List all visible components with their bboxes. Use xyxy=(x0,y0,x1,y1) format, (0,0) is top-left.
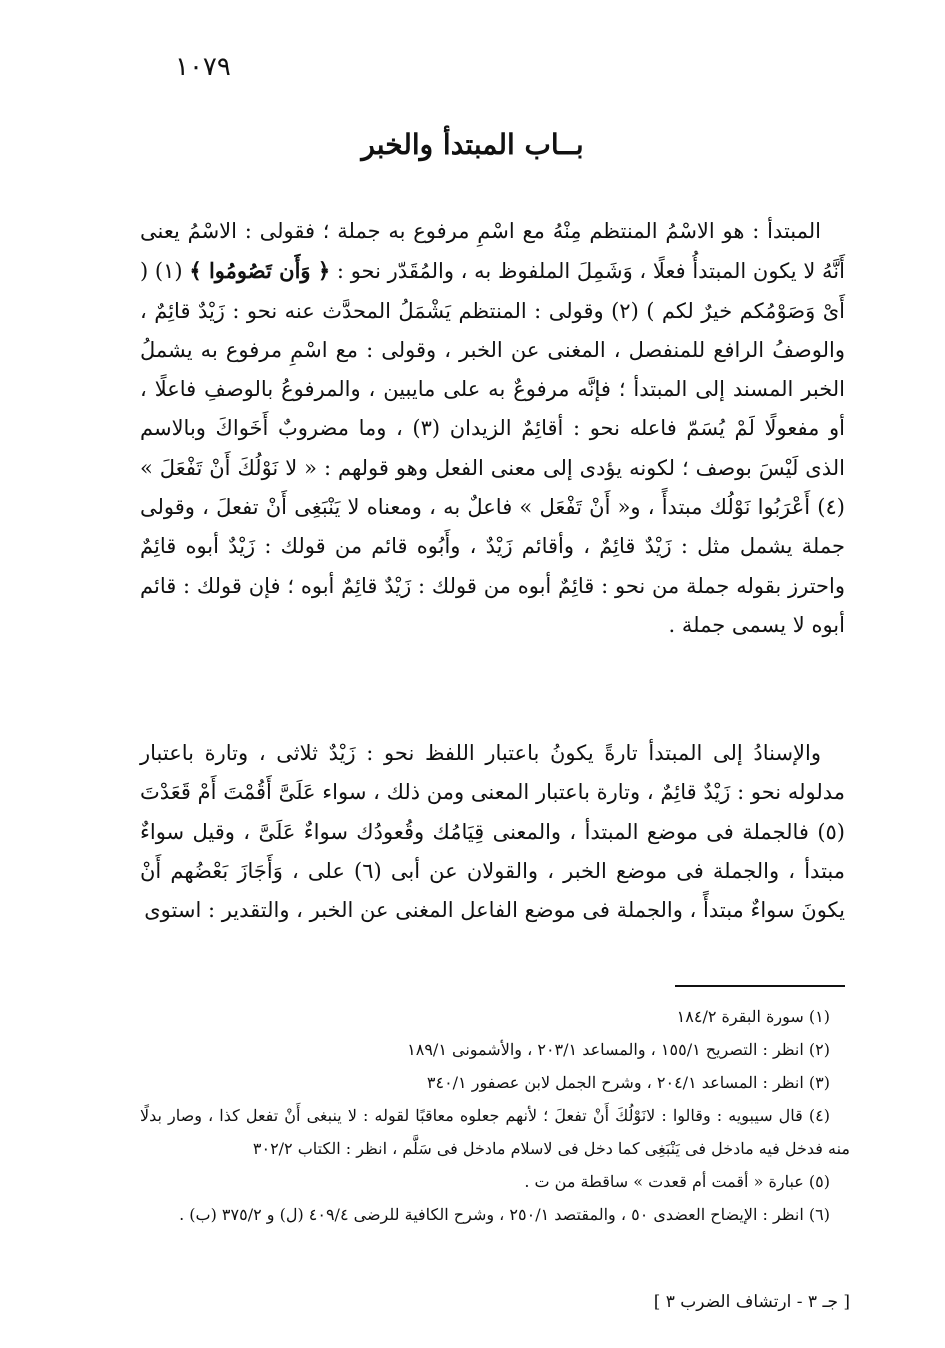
page-number: ١٠٧٩ xyxy=(175,52,231,82)
footnote-3: (٣) انظر : المساعد ٢٠٤/١ ، وشرح الجمل لابن عصفور ٣٤٠/١ xyxy=(426,1073,830,1092)
footnote-4: (٤) قال سيبويه : وقالوا : لانَوْلُكَ أَنْ تفعلَ ؛ لأنهم جعلوه معاقبًا لقوله : لا ينبغى أَنْ تفعل كذا ، وصار بدلًا منه فدخل فيه مادخل فى يَنْبَغِى كما دخل فى لاسلام مادخل فى سَلَّم ، انظر : الكتاب ٣٠٢/٢ xyxy=(140,1106,850,1158)
signature-line: [ جـ ٣ - ارتشاف الضرب ٣ ] xyxy=(653,1292,850,1312)
chapter-title: بــاب المبتدأ والخبر xyxy=(361,128,584,161)
body-paragraph-1 xyxy=(140,212,845,645)
paragraph-1-text-a: المبتدأ : هو الاسْمُ المنتظم مِنْهُ مع اسْمِ مرفوع به جملة ؛ فقولى : الاسْمُ يعنى أَنَّهُ لا يكون المبتدأُ فعلًا ، وَشَمِلَ الملفوظ به ، والمُقَدّر نحو : xyxy=(140,219,845,284)
footnote-1: (١) سورة البقرة ١٨٤/٢ xyxy=(676,1007,830,1026)
footnote-divider xyxy=(675,985,845,987)
footnote-5: (٥) عبارة « أقمت أم قعدت » ساقطة من ت . xyxy=(524,1172,830,1191)
footnote-2: (٢) انظر : التصريح ١٥٥/١ ، والمساعد ٢٠٣/١ ، والأشمونى ١٨٩/١ xyxy=(407,1040,830,1059)
paragraph-1-text-b: (١) ( أَىْ وَصَوْمُكم خيرٌ لكم ) (٢) وقولى : المنتظم يَشْمَلُ المحدَّث عنه نحو : زَيْدٌ قائِمٌ ، والوصفُ الرافع للمنفصل ، المغنى عن الخبر ، وقولى : مع اسْمِ مرفوع به يشملُ الخبر المسند إلى المبتدأ ؛ فإنَّه مرفوعٌ به على مايبين ، والمرفوعُ بالوصفِ فاعلًا ، أو مفعولًا لَمْ يُسَمّ فاعله نحو : أقائِمٌ الزيدان (٣) ، وما مضروبٌ أَخَواكَ وبالاسم الذى لَيْسَ بوصف ؛ لكونه يؤدى إلى معنى الفعل وهو قولهم : « لا نَوْلُكَ أَنْ تَفْعَلَ » (٤) أَعْرَبُوا نَوْلُك مبتدأً ، و« أَنْ تَفْعَل » فاعلٌ به ، ومعناه لا يَنْبَغِى أَنْ تفعلَ ، وقولى جملة يشمل مثل : زَيْدٌ قائِمٌ ، وأقائم زَيْدٌ ، وأَبُوه قائم من قولك : زَيْدٌ أبوه قائِمٌ واحترز بقوله جملة من نحو : قائِمٌ أبوه من قولك : زَيْدٌ قائِمٌ أبوه ؛ فإن قولك : قائم أبوه لا يسمى جملة . xyxy=(140,259,846,637)
body-paragraph-2: والإسنادُ إلى المبتدأ تارةً يكونُ باعتبار اللفظ نحو : زَيْدٌ ثلاثى ، وتارة باعتبار مدلوله نحو : زَيْدٌ قائِمٌ ، وتارة باعتبار المعنى ومن ذلك ، سواء عَلَىَّ أَقُمْتَ أَمْ قَعَدْتَ (٥) فالجملة فى موضع المبتدأ ، والمعنى قِيَامُك وقُعودُك سواءٌ عَلَىَّ ، وقيل سواءٌ مبتدأ ، والجملة فى موضع الخبر ، والقولان عن أبى (٦) على ، وَأَجَازَ بَعْضُهم أَنْ يكونَ سواءٌ مبتدأً ، والجملة فى موضع الفاعل المغنى عن الخبر ، والتقدير : استوى xyxy=(140,741,845,923)
footnotes-list xyxy=(140,1000,850,1231)
quran-quote: ﴿ وَأَن تَصُومُوا ﴾ xyxy=(189,258,331,284)
footnote-6: (٦) انظر : الإيضاح العضدى ٥٠ ، والمقتصد ٢٥٠/١ ، وشرح الكافية للرضى ٤٠٩/٤ (ل) و ٣٧٥/٢ (ب) . xyxy=(179,1205,830,1224)
